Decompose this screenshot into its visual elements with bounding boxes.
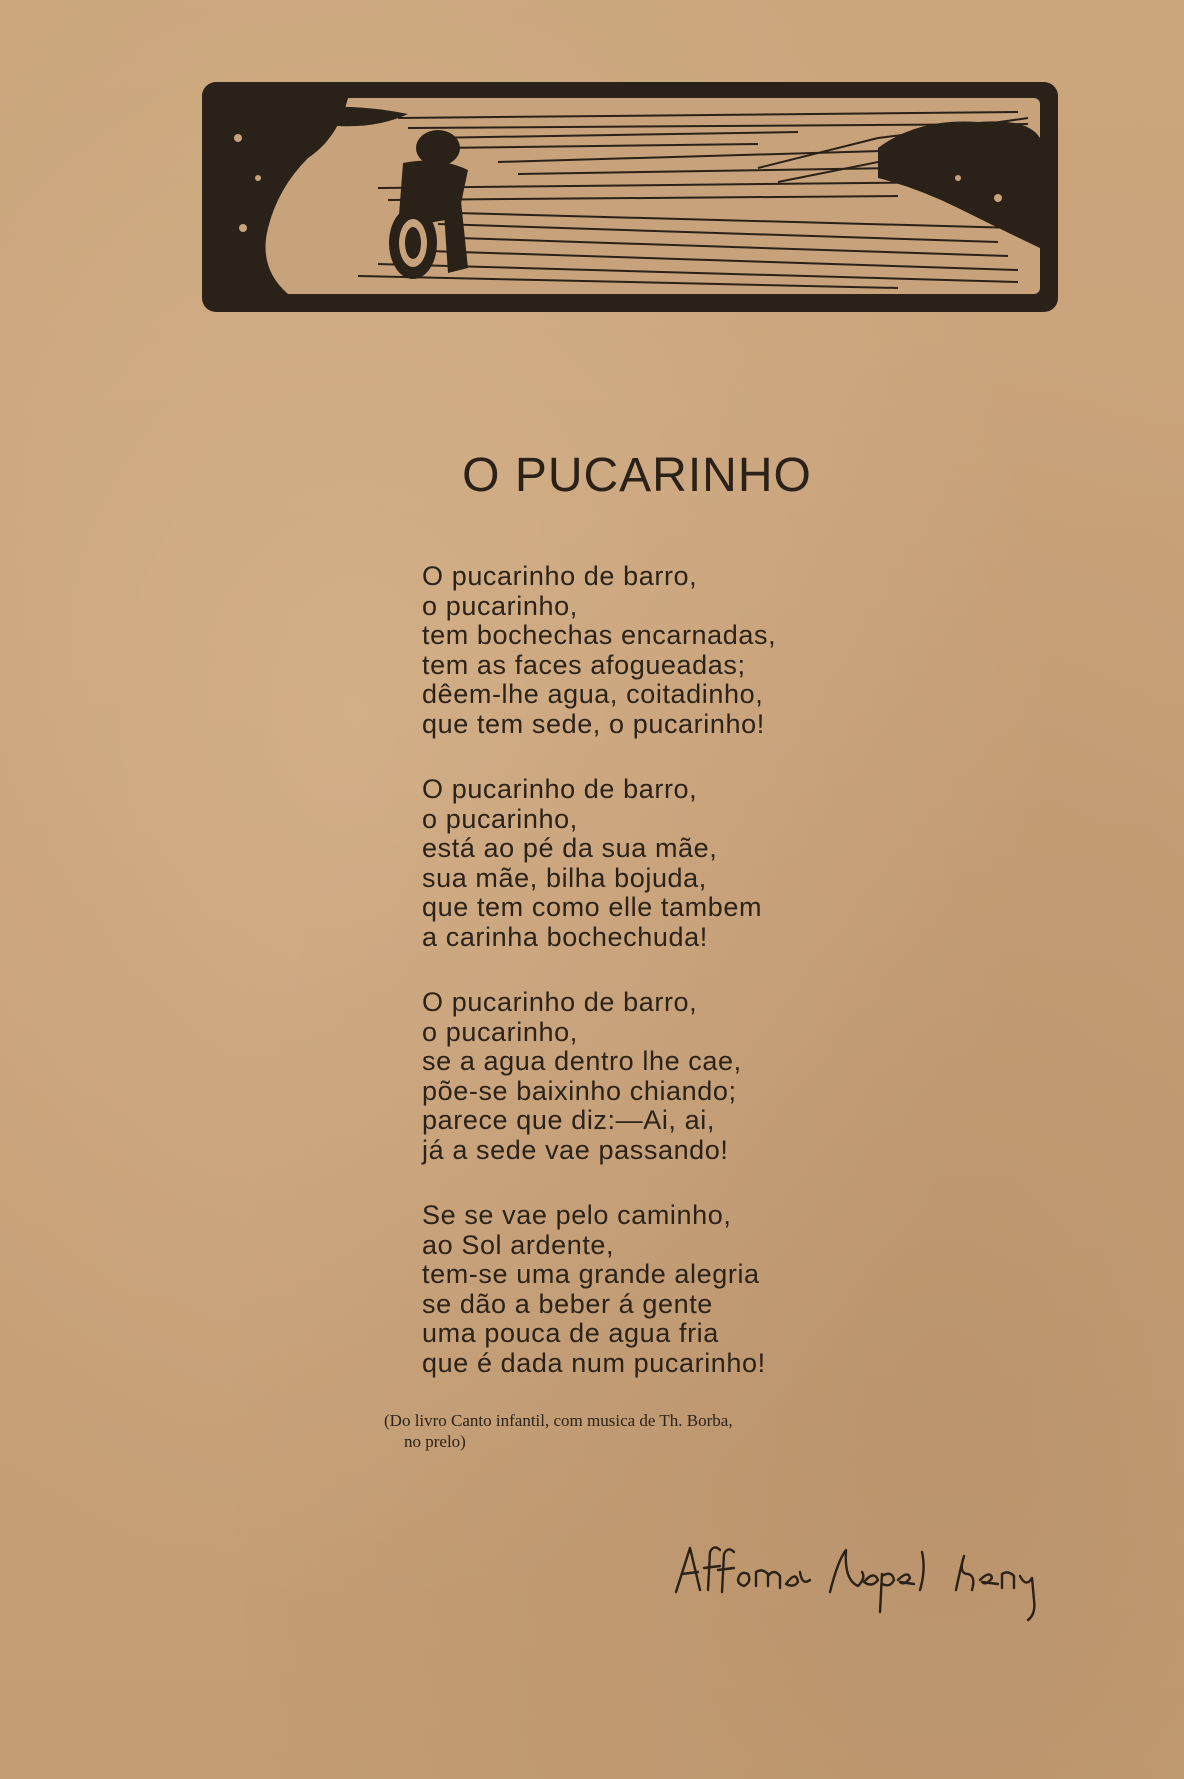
poem-line: a carinha bochechuda! <box>422 921 708 952</box>
source-note-line-2: no prelo) <box>404 1432 466 1451</box>
poem-line: ao Sol ardente, <box>422 1229 615 1260</box>
poem-line: o pucarinho, <box>422 803 578 834</box>
poem-line: tem bochechas encarnadas, <box>422 620 777 650</box>
stanza-4 <box>422 1201 882 1378</box>
handwritten-signature <box>668 1530 1068 1630</box>
poem-title: O PUCARINHO <box>462 449 812 502</box>
poem-line: o pucarinho, <box>422 1016 578 1047</box>
poem-line: o pucarinho, <box>422 590 578 621</box>
stanza-2 <box>422 775 882 952</box>
woodcut-illustration <box>198 78 1062 316</box>
poem-line: que tem como elle tambem <box>422 892 763 922</box>
poem-line: sua mãe, bilha bojuda, <box>422 862 707 893</box>
poem-line: que tem sede, o pucarinho! <box>422 708 765 739</box>
poem-line: O pucarinho de barro, <box>422 987 698 1017</box>
poem-line: O pucarinho de barro, <box>422 561 698 591</box>
poem-line: põe-se baixinho chiando; <box>422 1075 737 1106</box>
poem-body <box>422 562 882 1414</box>
poem-line: tem as faces afogueadas; <box>422 649 746 680</box>
poem-line: parece que diz:—Ai, ai, <box>422 1105 715 1135</box>
poem-line: se a agua dentro lhe cae, <box>422 1046 742 1076</box>
poem-line: uma pouca de agua fria <box>422 1318 719 1348</box>
source-note <box>384 1410 864 1452</box>
poem-line: tem-se uma grande alegria <box>422 1259 760 1289</box>
poem-line: se dão a beber á gente <box>422 1288 713 1319</box>
poem-line: Se se vae pelo caminho, <box>422 1200 732 1230</box>
stanza-3 <box>422 988 882 1165</box>
poem-line: dêem-lhe agua, coitadinho, <box>422 679 764 709</box>
stanza-1 <box>422 562 882 739</box>
poem-line: O pucarinho de barro, <box>422 774 698 804</box>
poem-line: já a sede vae passando! <box>422 1134 729 1165</box>
poem-line: está ao pé da sua mãe, <box>422 833 718 863</box>
poem-line: que é dada num pucarinho! <box>422 1347 766 1378</box>
source-note-line-1: (Do livro Canto infantil, com musica de Th. Borba, <box>384 1411 733 1430</box>
